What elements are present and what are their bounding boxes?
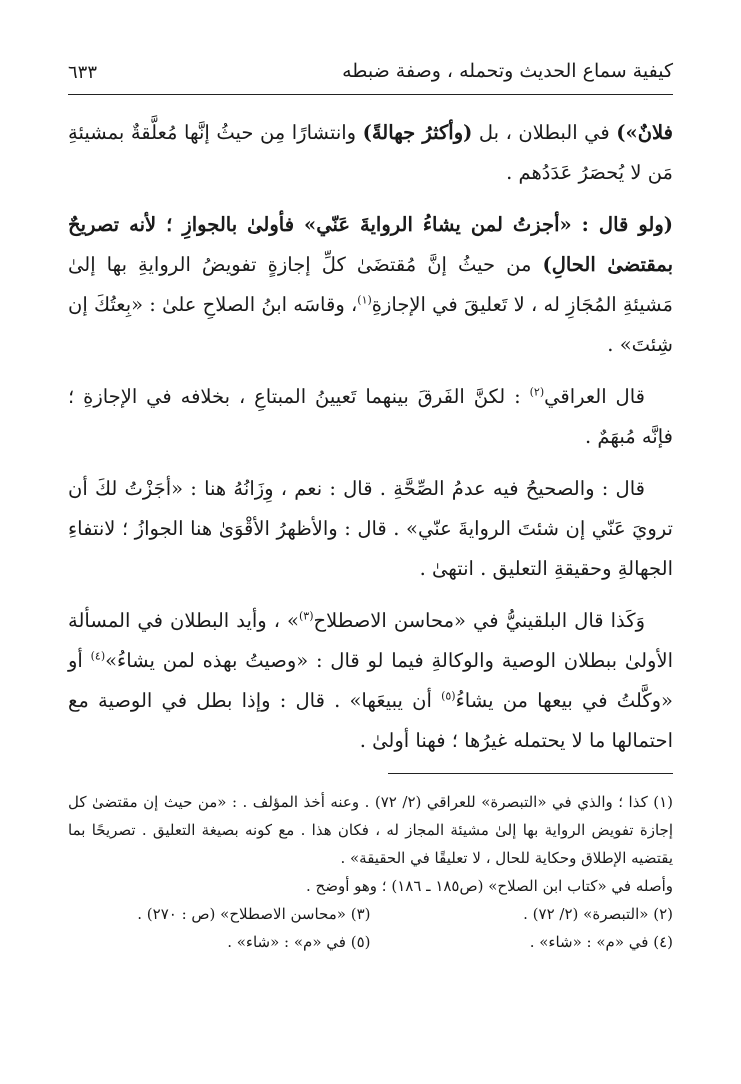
text-run: أن يبيعَها» . قال : وإذا بطل في الوصية مع احتمالها ما لا يحتمله غيرُها ؛ فهنا أولىٰ . <box>68 689 673 752</box>
footnote-3: (٣) «محاسن الاصطلاح» (ص : ٢٧٠) . <box>137 905 371 923</box>
footnote-ref-4[interactable]: (٤) <box>90 649 106 663</box>
footnote-1-continuation: وأصله في «كتاب ابن الصلاح» (ص١٨٥ ـ ١٨٦) ؛ وهو أوضح . <box>306 877 673 895</box>
running-title: كيفية سماع الحديث وتحمله ، وصفة ضبطه <box>342 60 673 82</box>
footnote-4: (٤) في «م» : «شاء» . <box>529 933 673 951</box>
text-run: من حيثُ إنَّ مُقتضَىٰ كلِّ إجازةٍ تفويضُ الروايةِ بها إلىٰ مَشيئةِ المُجَازِ له ، لا تَعليقَ في الإجازةِ <box>68 253 673 316</box>
text-run: أو «وكَّلتُ في بيعها من يشاءُ <box>68 649 673 712</box>
paragraph-2 <box>68 205 673 365</box>
footnote-5: (٥) في «م» : «شاء» . <box>227 933 371 951</box>
text-run: في البطلان ، بل <box>472 121 617 144</box>
footnote-ref-5[interactable]: (٥) <box>441 689 456 703</box>
footnote-row <box>68 900 673 928</box>
bold-phrase: (ولو قال : «أجزتُ لمن يشاءُ الروايةَ عَنّي» فأولىٰ بالجوازِ ؛ لأنه تصريحٌ بمقتضىٰ الحالِ) <box>68 213 673 276</box>
footnote-ref-1[interactable]: (١) <box>357 293 372 307</box>
text-run: » ، وأيد البطلان في المسألة الأولىٰ ببطلان الوصية والوكالةِ فيما لو قال : «وصيتُ بهذه لمن يشاءُ» <box>68 609 673 672</box>
text-run: : لكنَّ الفَرقَ بينهما تَعيينُ المبتاعِ ، بخلافه في الإجازةِ ؛ فإنَّه مُبهَمٌ . <box>68 385 673 448</box>
book-page <box>68 54 673 956</box>
footnote-ref-3[interactable]: (٣) <box>299 609 314 623</box>
paragraph-5 <box>68 601 673 761</box>
paragraph-1 <box>68 113 673 193</box>
bold-phrase: فلانٌ») <box>616 121 673 144</box>
running-header <box>68 54 673 95</box>
footnote-separator <box>388 773 673 774</box>
footnote-ref-2[interactable]: (٢) <box>529 385 545 399</box>
paragraph-4 <box>68 469 673 589</box>
footnote-2: (٢) «التبصرة» (٢/ ٧٢) . <box>523 905 673 923</box>
text-run: وَكَذا قال البلقينيُّ في «محاسن الاصطلاح <box>313 609 645 632</box>
text-run: قال العراقي <box>544 385 645 408</box>
footnote-row <box>68 928 673 956</box>
text-run: قال : والصحيحُ فيه عدمُ الصِّحَّةِ . قال : نعم ، وِزَانُهُ هنا : «أجَزْتُ لكَ أن ترويَ عَنّي إن شئتَ الروايةَ عنّي» . قال : والأظهرُ الأقْوَىٰ هنا الجوازُ ؛ لانتفاءِ الجهالةِ وحقيقةِ التعليق . انتهىٰ . <box>68 477 673 580</box>
footnotes <box>68 788 673 956</box>
footnote-1: (١) كذا ؛ والذي في «التبصرة» للعراقي (٢/ ٧٢) . وعنه أخذ المؤلف . : «من حيث إن مقتضىٰ كل إجازة تفويض الرواية بها إلىٰ مشيئة المجاز له ، فكان هذا . مع كونه بصيغة التعليق . تصريحًا بما يقتضيه الإطلاق وحكاية للحال ، لا تعليقًا في الحقيقة» . <box>68 793 673 867</box>
page-number: ٦٣٣ <box>68 62 98 83</box>
body-text <box>68 113 673 761</box>
paragraph-3 <box>68 377 673 457</box>
text-run: ، وقاسَه ابنُ الصلاحِ علىٰ : «بِعتُكَ إن شِئتَ» . <box>68 293 673 356</box>
text-run: وانتشارًا مِن حيثُ إنَّها مُعلَّقةٌ بمشيئةِ مَن لا يُحصَرُ عَدَدُهم . <box>68 121 673 184</box>
bold-phrase: (وأكثرُ جهالةً) <box>362 121 473 144</box>
